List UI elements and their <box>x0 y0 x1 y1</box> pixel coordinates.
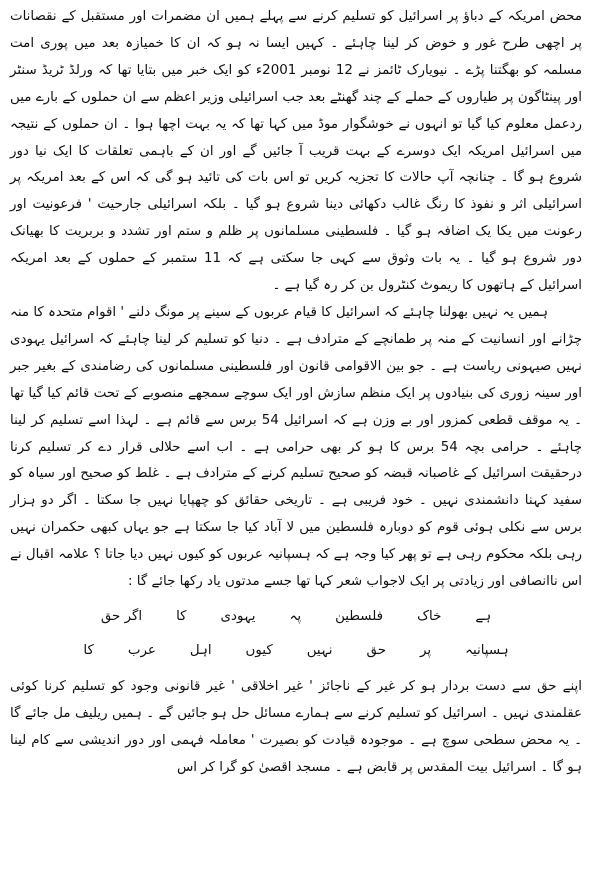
poem-word: کیوں <box>245 642 273 658</box>
poem-couplet <box>10 600 582 668</box>
poem-word: نہیں <box>306 642 333 658</box>
poem-word: فلسطین <box>335 608 384 624</box>
poem-word: اگر حق <box>100 608 143 624</box>
poem-word: اہل <box>189 642 212 658</box>
poem-word: پر <box>419 642 432 658</box>
poem-word: عرب <box>127 642 156 658</box>
poem-word: ہسپانیہ <box>465 642 509 658</box>
paragraph-1: محض امریکہ کے دباؤ پر اسرائیل کو تسلیم کرنے سے پہلے ہمیں ان مضمرات اور مستقبل کے نقصانات پر اچھی طرح غور و خوض کر لینا چاہئے ۔ کہیں ایسا نہ ہو کہ ان کا خمیازہ بعد میں پوری امت مسلمہ کو بھگتنا پڑے ۔ نیویارک ٹائمز نے 12 نومبر 2001ء کو ایک خبر میں بتایا تھا کہ ورلڈ ٹریڈ سنٹر اور پینٹاگون پر طیاروں کے حملے کے چند گھنٹے بعد جب اسرائیلی وزیر اعظم سے ان حملوں کے بارے میں ردعمل معلوم کیا گیا تو انہوں نے خوشگوار موڈ میں کہا تھا کہ یہ بہت اچھا ہوا ۔ ان حملوں کے نتیجہ میں اسرائیل امریکہ ایک دوسرے کے بہت قریب آ جائیں گے اور ان کے باہمی تعلقات کا ایک نیا دور شروع ہو گا ۔ چنانچہ آپ حالات کا تجزیہ کریں تو اس بات کی تائید ہو گی کہ اس کے بعد امریکہ پر اسرائیلی اثر و نفوذ کا رنگ غالب دکھائی دینا شروع ہو گیا ۔ بلکہ اسرائیلی جارحیت ' فرعونیت اور رعونت میں یکا یک اضافہ ہو گیا ۔ فلسطینی مسلمانوں پر ظلم و ستم اور تشدد و بربریت کا بھیانک دور شروع ہو گیا ۔ یہ بات وثوق سے کہی جا سکتی ہے کہ 11 ستمبر کے حملوں کے بعد امریکہ اسرائیل کے ہاتھوں کا ریموٹ کنٹرول بن کر رہ گیا ہے ۔ <box>10 9 582 294</box>
poem-word: کا <box>176 608 187 624</box>
poem-word: ہے <box>475 608 492 624</box>
poem-line-1 <box>10 600 582 634</box>
poem-word: پہ <box>289 608 302 624</box>
poem-word: حق <box>366 642 386 658</box>
poem-word: خاک <box>417 608 442 624</box>
poem-word: یہودی <box>220 608 256 624</box>
poem-word: کا <box>83 642 94 658</box>
poem-line-2 <box>10 634 582 668</box>
paragraph-2: ہمیں یہ نہیں بھولنا چاہئے کہ اسرائیل کا قیام عربوں کے سینے پر مونگ دلنے ' اقوام متحدہ کا منہ چڑانے اور انسانیت کے منہ پر طمانچے کے مترادف ہے ۔ دنیا کو تسلیم کر لینا چاہئے کہ اسرائیل یہودی نہیں صیہونی ریاست ہے ۔ جو بین الاقوامی قانون اور فلسطینی مسلمانوں کی رضامندی کے بغیر جبر اور سینہ زوری کی بنیادوں پر ایک منظم سازش اور ایک سوچے سمجھے منصوبے کے تحت قائم کیا گیا تھا ۔ یہ موقف قطعی کمزور اور بے وزن ہے کہ اسرائیل 54 برس سے قائم ہے ۔ لہذا اسے تسلیم کر لینا چاہئے ۔ حرامی بچہ 54 برس کا ہو کر بھی حرامی ہے ۔ اب اسے حلالی قرار دے کر تسلیم کرنا درحقیقت اسرائیل کے غاصبانہ قبضہ کو صحیح تسلیم کرنے کے مترادف ہے ۔ غلط کو صحیح اور سیاہ کو سفید کہنا دانشمندی نہیں ۔ خود فریبی ہے ۔ تاریخی حقائق کو چھپایا نہیں جا سکتا ۔ اگر دو ہزار برس سے نکلی ہوئی قوم کو دوبارہ فلسطین میں لا آباد کیا جا سکتا ہے جو یہاں کبھی حکمران نہیں رہی بلکہ محکوم رہی ہے تو پھر کیا وجہ ہے کہ ہسپانیہ عربوں کو کیوں نہیں دیا جاتا ؟ علامہ اقبال نے اس ناانصافی اور زیادتی پر ایک لاجواب شعر کہا تھا جسے مدتوں یاد رکھا جائے گا : <box>10 304 583 590</box>
paragraph-3: اپنے حق سے دست بردار ہو کر غیر کے ناجائز ' غیر اخلاقی ' غیر قانونی وجود کو تسلیم کرنا کوئی عقلمندی نہیں ۔ اسرائیل کو تسلیم کرنے سے ہمارے مسائل حل ہو جائیں گے ۔ ہمیں ریلیف مل جائے گا ۔ یہ محض سطحی سوچ ہے ۔ موجودہ قیادت کو بصیرت ' معاملہ فہمی اور دور اندیشی سے کام لینا ہو گا ۔ اسرائیل بیت المقدس پر قابض ہے ۔ مسجد اقصیٰ کو گرا کر اس <box>10 678 582 775</box>
